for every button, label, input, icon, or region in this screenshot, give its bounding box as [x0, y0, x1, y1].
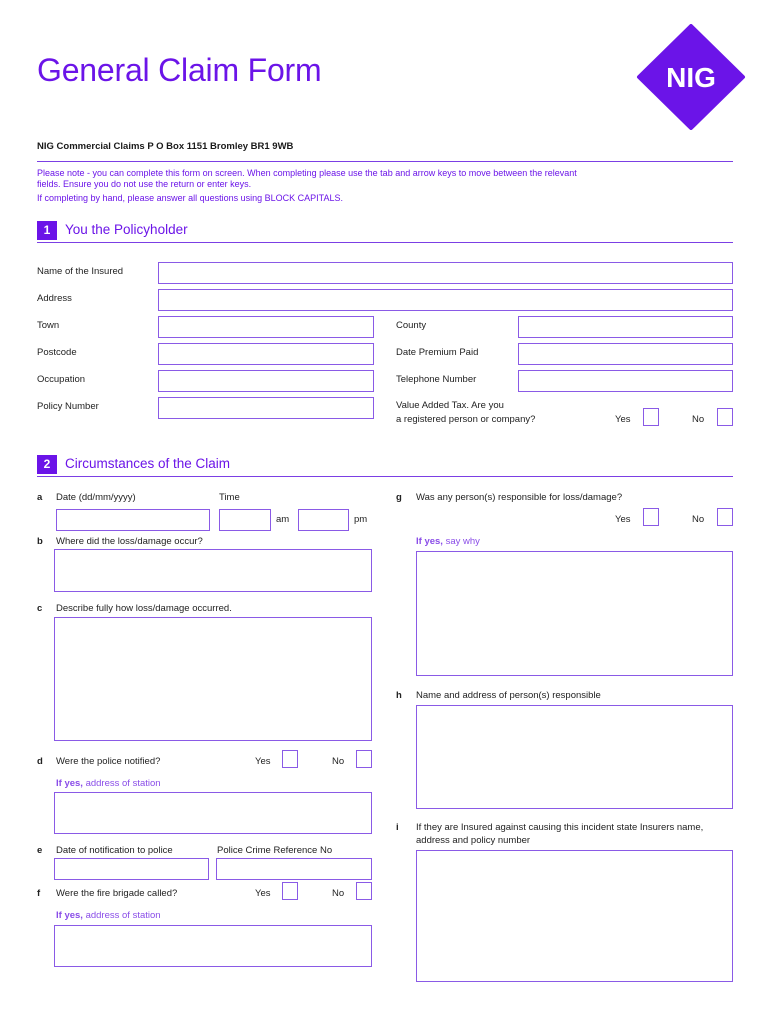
item-c-letter: c	[37, 603, 43, 614]
responsible-if-yes-label: If yes, say why	[416, 536, 480, 547]
item-e-letter: e	[37, 845, 43, 856]
vat-no-label: No	[692, 414, 705, 425]
crime-reference-label: Police Crime Reference No	[217, 845, 333, 856]
occupation-label: Occupation	[37, 374, 86, 385]
town-label: Town	[37, 320, 60, 331]
note-line-3: If completing by hand, please answer all questions using BLOCK CAPITALS.	[37, 193, 343, 203]
address-field[interactable]	[158, 289, 733, 311]
vat-yes-checkbox[interactable]	[643, 408, 659, 426]
police-notification-date-field[interactable]	[54, 858, 209, 880]
item-b-letter: b	[37, 536, 43, 547]
police-if-yes-label: If yes, address of station	[56, 778, 161, 789]
fire-brigade-label: Were the fire brigade called?	[56, 888, 178, 899]
responsible-yes-label: Yes	[615, 514, 631, 525]
fire-no-checkbox[interactable]	[356, 882, 372, 900]
claims-address: NIG Commercial Claims P O Box 1151 Bromley BR1 9WB	[37, 141, 294, 152]
responsible-details-field[interactable]	[416, 705, 733, 809]
insurer-details-field[interactable]	[416, 850, 733, 982]
fire-yes-label: Yes	[255, 888, 271, 899]
responsible-no-label: No	[692, 514, 705, 525]
responsible-yes-checkbox[interactable]	[643, 508, 659, 526]
postcode-label: Postcode	[37, 347, 77, 358]
police-notified-label: Were the police notified?	[56, 756, 161, 767]
responsible-no-checkbox[interactable]	[717, 508, 733, 526]
insurer-details-label-line-2: address and policy number	[416, 835, 531, 846]
logo-text: NIG	[666, 62, 716, 93]
loss-location-label: Where did the loss/damage occur?	[56, 536, 203, 547]
date-premium-paid-label: Date Premium Paid	[396, 347, 479, 358]
policy-number-label: Policy Number	[37, 401, 99, 412]
time-pm-field[interactable]	[298, 509, 349, 531]
responsible-reason-field[interactable]	[416, 551, 733, 676]
county-field[interactable]	[518, 316, 733, 338]
name-of-insured-label: Name of the Insured	[37, 266, 124, 277]
fire-yes-checkbox[interactable]	[282, 882, 298, 900]
crime-reference-field[interactable]	[216, 858, 372, 880]
police-station-address-field[interactable]	[54, 792, 372, 834]
address-label: Address	[37, 293, 72, 304]
loss-description-label: Describe fully how loss/damage occurred.	[56, 603, 232, 614]
vat-no-checkbox[interactable]	[717, 408, 733, 426]
fire-station-address-field[interactable]	[54, 925, 372, 967]
town-field[interactable]	[158, 316, 374, 338]
name-of-insured-field[interactable]	[158, 262, 733, 284]
police-notification-date-label: Date of notification to police	[56, 845, 173, 856]
loss-location-field[interactable]	[54, 549, 372, 592]
am-label: am	[276, 514, 290, 525]
incident-date-field[interactable]	[56, 509, 210, 531]
occupation-field[interactable]	[158, 370, 374, 392]
person-responsible-label: Was any person(s) responsible for loss/damage?	[416, 492, 623, 503]
vat-question-line-2: a registered person or company?	[396, 414, 536, 425]
police-yes-label: Yes	[255, 756, 271, 767]
time-am-field[interactable]	[219, 509, 271, 531]
date-premium-paid-field[interactable]	[518, 343, 733, 365]
page-title: General Claim Form	[37, 52, 322, 88]
policy-number-field[interactable]	[158, 397, 374, 419]
section-1-number: 1	[37, 221, 57, 240]
loss-description-field[interactable]	[54, 617, 372, 741]
telephone-label: Telephone Number	[396, 374, 477, 385]
section-2-number: 2	[37, 455, 57, 474]
fire-if-yes-label: If yes, address of station	[56, 910, 161, 921]
date-label: Date (dd/mm/yyyy)	[56, 492, 136, 503]
note-line-1: Please note - you can complete this form on screen. When completing please use the tab and arrow keys to move between the relevant	[37, 168, 577, 178]
section-2-title: Circumstances of the Claim	[65, 456, 231, 471]
police-no-label: No	[332, 756, 345, 767]
nig-logo	[636, 24, 746, 130]
item-g-letter: g	[396, 492, 402, 503]
item-f-letter: f	[37, 888, 41, 899]
section-1-title: You the Policyholder	[65, 222, 188, 237]
note-line-2: fields. Ensure you do not use the return or enter keys.	[37, 179, 252, 189]
fire-no-label: No	[332, 888, 345, 899]
time-label: Time	[219, 492, 240, 503]
insurer-details-label-line-1: If they are Insured against causing this incident state Insurers name,	[416, 822, 704, 833]
telephone-field[interactable]	[518, 370, 733, 392]
police-no-checkbox[interactable]	[356, 750, 372, 768]
item-h-letter: h	[396, 690, 402, 701]
vat-question-line-1: Value Added Tax. Are you	[396, 400, 504, 411]
item-i-letter: i	[396, 822, 399, 833]
section-2-divider	[37, 476, 733, 477]
county-label: County	[396, 320, 427, 331]
police-yes-checkbox[interactable]	[282, 750, 298, 768]
item-a-letter: a	[37, 492, 43, 503]
vat-yes-label: Yes	[615, 414, 631, 425]
pm-label: pm	[354, 514, 368, 525]
header-divider	[37, 161, 733, 162]
responsible-details-label: Name and address of person(s) responsible	[416, 690, 601, 701]
item-d-letter: d	[37, 756, 43, 767]
section-1-divider	[37, 242, 733, 243]
postcode-field[interactable]	[158, 343, 374, 365]
